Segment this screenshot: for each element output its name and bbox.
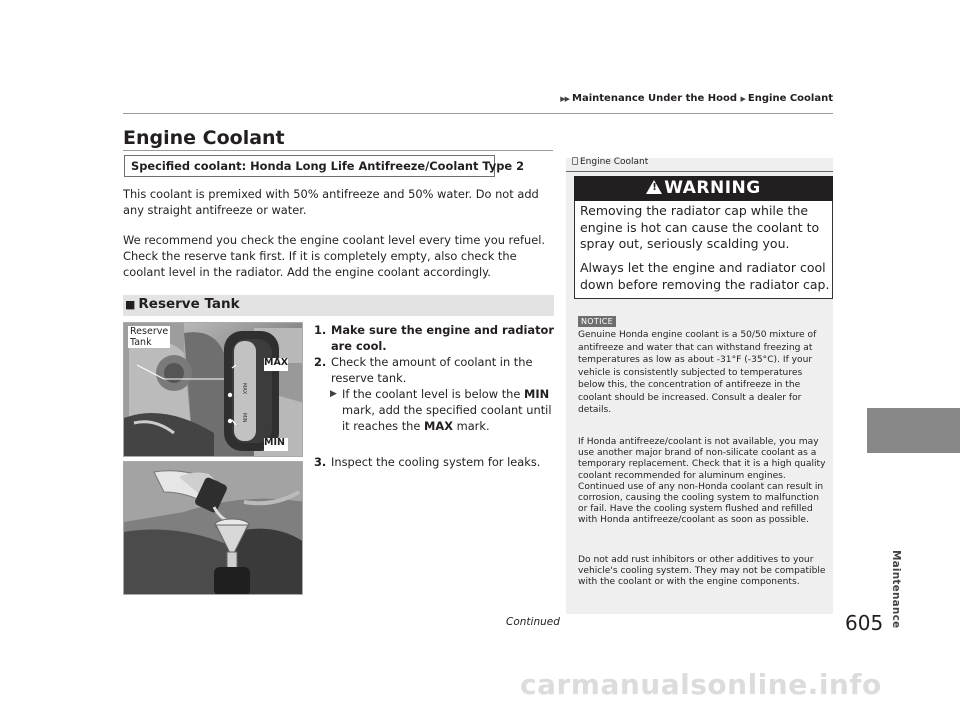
warning-text-2: Always let the engine and radiator cool down before removing the radiator cap. — [580, 260, 830, 292]
section-header-reserve-tank — [123, 295, 554, 316]
watermark: carmanualsonline.info — [520, 668, 882, 701]
breadcrumb-part-2[interactable]: Engine Coolant — [747, 93, 833, 104]
chapter-tab[interactable] — [867, 408, 960, 453]
continued-label: Continued — [506, 616, 560, 628]
arrow-icon: ▶ — [330, 389, 337, 399]
double-triangle-icon: ▶▶ — [560, 95, 570, 103]
breadcrumb-part-1[interactable]: Maintenance Under the Hood — [572, 93, 738, 104]
chapter-label: Maintenance — [890, 550, 902, 629]
specified-coolant-box: Specified coolant: Honda Long Life Antifreeze/Coolant Type 2 — [124, 155, 495, 177]
svg-text:MIN: MIN — [241, 413, 247, 423]
breadcrumb — [560, 93, 833, 104]
reference-icon — [572, 157, 578, 165]
page-number: 605 — [845, 611, 884, 635]
intro-paragraph-1: This coolant is premixed with 50% antifreeze and 50% water. Do not add any straight antifreeze or water. — [123, 187, 539, 217]
reserve-tank-callout: Reserve Tank — [130, 326, 169, 348]
max-mark-callout: MAX — [264, 357, 289, 368]
square-bullet-icon: ■ — [125, 298, 136, 311]
notice-tag: NOTICE — [578, 316, 616, 327]
sidebar-heading: Engine Coolant — [572, 157, 648, 167]
warning-header: !WARNING — [574, 176, 833, 201]
triangle-icon: ▶ — [740, 95, 745, 103]
svg-text:MAX: MAX — [241, 383, 247, 395]
adding-coolant-photo — [123, 461, 303, 595]
section-title: Reserve Tank — [138, 296, 240, 312]
warning-triangle-icon — [646, 180, 662, 194]
note-alternative-coolant: If Honda antifreeze/coolant is not available, you may use another major brand of non-silicate coolant as a temporary replacement. Check that it is a high quality coolant recommended for aluminum engines. Continued use of any non-Honda coolant can result in corrosion, causing the cooling system to malfunction or fail. Have the cooling system flushed and refilled with Honda antifreeze/coolant as soon as possible. — [578, 437, 826, 526]
step-3: 3. Inspect the cooling system for leaks. — [314, 455, 541, 469]
intro-paragraph-2: We recommend you check the engine coolant level every time you refuel. Check the reserve tank first. If it is completely empty, also check the coolant level in the radiator. Add the engine coolant accordingly. — [123, 233, 545, 279]
step-2-sub: ▶ If the coolant level is below the MIN mark, add the specified coolant until it reaches the MAX mark. — [330, 387, 552, 433]
note-additives: Do not add rust inhibitors or other additives to your vehicle's cooling system. They may not be compatible with the coolant or with the engine components. — [578, 555, 826, 588]
header-rule — [123, 113, 833, 114]
notice-text: Genuine Honda engine coolant is a 50/50 mixture of antifreeze and water that can withstand freezing at temperatures as low as about -31°F (-35°C). If your vehicle is consistently subjected to temperatures below this, the concentration of antifreeze in the coolant should be increased. Consult a dealer for details. — [578, 330, 817, 415]
warning-text-1: Removing the radiator cap while the engine is hot can cause the coolant to spray out, seriously scalding you. — [580, 203, 820, 251]
sidebar-rule — [566, 171, 833, 172]
min-mark-callout: MIN — [264, 437, 285, 448]
step-2: 2. Check the amount of coolant in the reserve tank. — [314, 355, 533, 385]
procedure-steps — [314, 322, 554, 470]
page-title: Engine Coolant — [123, 127, 285, 149]
step-1: 1. Make sure the engine and radiator are cool. — [314, 323, 554, 353]
title-rule — [123, 150, 553, 151]
